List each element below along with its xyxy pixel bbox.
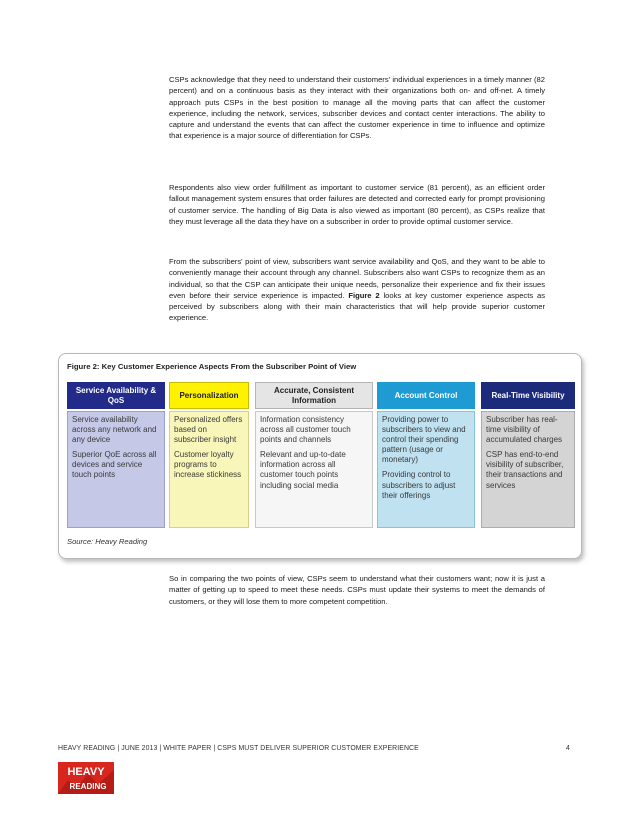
page-number: 4	[566, 745, 570, 752]
logo-text-reading: READING	[69, 782, 107, 791]
column-item: Providing control to subscribers to adjust their offerings	[382, 470, 456, 500]
column-body	[481, 411, 575, 528]
column-header: Account Control	[377, 382, 475, 409]
column-body	[169, 411, 249, 528]
body-paragraph-3	[169, 256, 545, 324]
figure-2-reference: Figure 2	[348, 290, 380, 300]
column-item: Information consistency across all customer touch points and channels	[260, 415, 351, 445]
figure-2-box	[58, 353, 582, 559]
column-header: Real-Time Visibility	[481, 382, 575, 409]
body-paragraph-4: So in comparing the two points of view, CSPs seem to understand what their customers want; now it is just a matter of getting up to speed to meet these needs. CSPs must update their systems to meet the demands of customers, or they will lose them to more competent competition.	[169, 574, 545, 606]
column-item: Subscriber has real-time visibility of accumulated charges	[486, 415, 563, 445]
figure-title: Figure 2: Key Customer Experience Aspects From the Subscriber Point of View	[67, 362, 357, 371]
body-paragraph-1: CSPs acknowledge that they need to understand their customers' individual experiences in a timely manner (82 percent) and on a continuous basis as they interact with their organizations both on- and off-net. A timely approach puts CSPs in the best position to manage all the moving parts that can affect the customer experience, including the network, services, subscriber devices and contact center interactions. The ability to capture and understand the events that can affect the customer experience in time to influence and optimize that experience is a major source of differentiation for CSPs.	[169, 75, 545, 141]
column-service-availability	[67, 382, 165, 528]
column-accurate-information	[255, 382, 373, 528]
column-item: CSP has end-to-end visibility of subscriber, their transactions and services	[486, 450, 564, 490]
column-item: Service availability across any network and any device	[72, 415, 157, 445]
column-header: Service Availability & QoS	[67, 382, 165, 409]
column-item: Personalized offers based on subscriber insight	[174, 415, 243, 445]
column-body	[255, 411, 373, 528]
figure-source: Source: Heavy Reading	[67, 537, 148, 546]
column-body	[67, 411, 165, 528]
body-paragraph-2: Respondents also view order fulfillment as important to customer service (81 percent), as an efficient order fallout management system ensures that order failures are detected and corrected early for prompt provisioning of customer service. The handling of Big Data is also viewed as important (80 percent), as CSPs realize that they must leverage all the data they have on a subscriber in order to provide optimal customer service.	[169, 183, 545, 226]
column-item: Relevant and up-to-date information across all customer touch points including social media	[260, 450, 346, 490]
column-personalization	[169, 382, 249, 528]
column-real-time-visibility	[481, 382, 575, 528]
paragraph-3-text-end: looks at key customer experience aspects as perceived by subscribers along with their main characteristics that will help provide superior customer experience.	[169, 290, 545, 323]
column-item: Customer loyalty programs to increase stickiness	[174, 450, 242, 480]
logo-text-heavy: HEAVY	[67, 766, 105, 778]
column-item: Superior QoE across all devices and service touch points	[72, 450, 157, 480]
column-account-control	[377, 382, 475, 528]
footer-text: HEAVY READING | JUNE 2013 | WHITE PAPER | CSPS MUST DELIVER SUPERIOR CUSTOMER EXPERIENCE	[58, 745, 419, 752]
column-header: Personalization	[169, 382, 249, 409]
heavy-reading-logo	[58, 762, 114, 794]
paragraph-3-text-start: From the subscribers' point of view, subscribers want service availability and QoS, and they want to be able to conveniently manage their account through any channel. Subscribers also want CSPs to recognize them as an individual, so that the CSP can anticipate their unique needs, personalize their experience and fix their issues even before their service experience is impacted.	[169, 257, 545, 300]
column-header: Accurate, Consistent Information	[255, 382, 373, 409]
column-body	[377, 411, 475, 528]
column-item: Providing power to subscribers to view and control their spending pattern (usage or monetary)	[382, 415, 466, 465]
